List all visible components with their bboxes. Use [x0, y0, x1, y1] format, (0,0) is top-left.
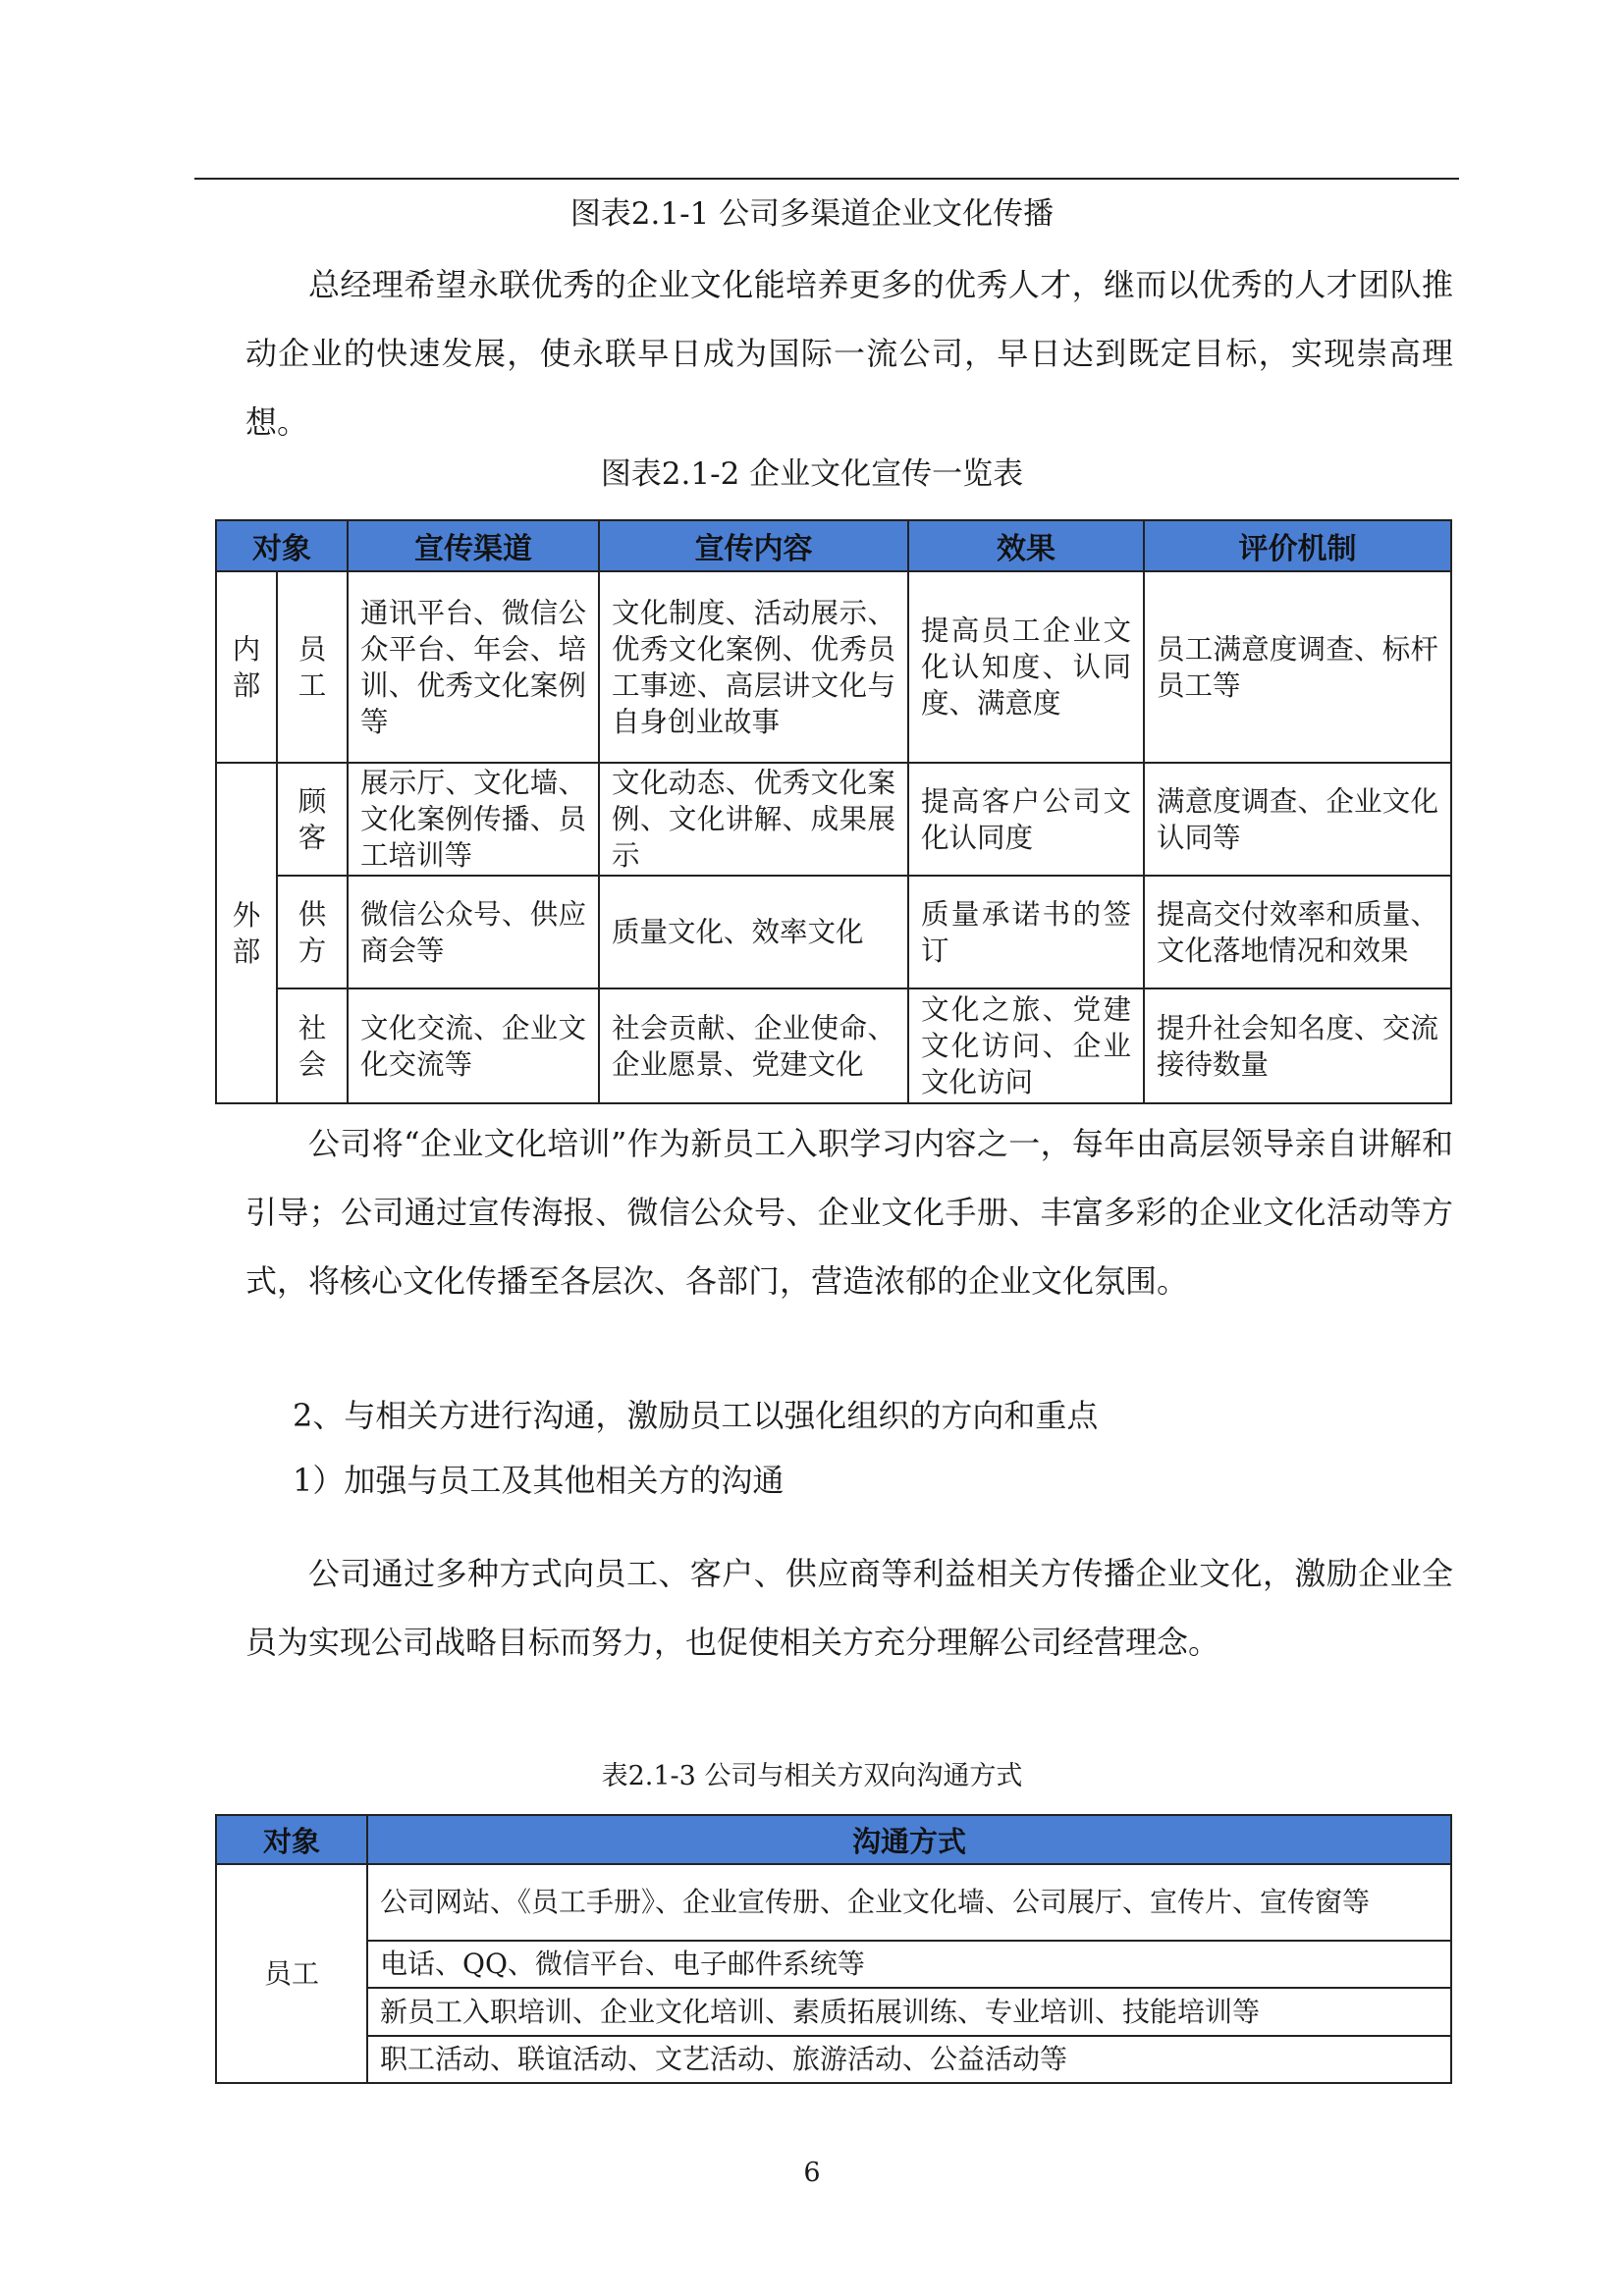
table-caption-2-1-3: 表2.1-3 公司与相关方双向沟通方式: [601, 1761, 1023, 1791]
row-object-employee: 员工: [216, 1864, 367, 2083]
row-channel: 微信公众号、供应商会等: [348, 876, 599, 988]
row-channel: 文化交流、企业文化交流等: [348, 988, 599, 1103]
subsection-heading-1: 1）加强与员工及其他相关方的沟通: [293, 1462, 785, 1499]
table-row: [216, 763, 1451, 876]
table-header-row: [216, 1815, 1451, 1864]
row-method: 电话、QQ、微信平台、电子邮件系统等: [367, 1941, 1451, 1988]
row-object: 员工: [277, 571, 348, 763]
row-method: 公司网站、《员工手册》、企业宣传册、企业文化墙、公司展厅、宣传片、宣传窗等: [367, 1864, 1451, 1941]
row-evaluation: 满意度调查、企业文化认同等: [1144, 763, 1451, 876]
row-effect: 质量承诺书的签订: [908, 876, 1144, 988]
row-object: 顾客: [277, 763, 348, 876]
table-row: [216, 1988, 1451, 2036]
row-effect: 提高员工企业文化认知度、认同度、满意度: [908, 571, 1144, 763]
page-number: 6: [803, 2158, 821, 2188]
row-effect: 提高客户公司文化认同度: [908, 763, 1144, 876]
header-rule: [194, 178, 1459, 180]
section-heading-2: 2、与相关方进行沟通，激励员工以强化组织的方向和重点: [293, 1397, 1099, 1434]
row-content: 质量文化、效率文化: [599, 876, 908, 988]
table-row: [216, 988, 1451, 1103]
row-effect: 文化之旅、党建文化访问、企业文化访问: [908, 988, 1144, 1103]
header-content: 宣传内容: [599, 520, 908, 571]
row-method: 新员工入职培训、企业文化培训、素质拓展训练、专业培训、技能培训等: [367, 1988, 1451, 2036]
row-channel: 通讯平台、微信公众平台、年会、培训、优秀文化案例等: [348, 571, 599, 763]
communication-methods-table: [215, 1814, 1452, 2084]
table-row: [216, 876, 1451, 988]
row-evaluation: 提升社会知名度、交流接待数量: [1144, 988, 1451, 1103]
table-row: [216, 2036, 1451, 2083]
header-evaluation: 评价机制: [1144, 520, 1451, 571]
culture-promotion-table: [215, 519, 1452, 1104]
row-object: 供方: [277, 876, 348, 988]
paragraph-culture-vision: 总经理希望永联优秀的企业文化能培养更多的优秀人才，继而以优秀的人才团队推动企业的快速发展，使永联早日成为国际一流公司，早日达到既定目标，实现崇高理想。: [245, 266, 1453, 441]
row-content: 社会贡献、企业使命、企业愿景、党建文化: [599, 988, 908, 1103]
figure-caption-2-1-1: 图表2.1-1 公司多渠道企业文化传播: [569, 196, 1055, 232]
table-row: [216, 571, 1451, 763]
row-evaluation: 提高交付效率和质量、文化落地情况和效果: [1144, 876, 1451, 988]
row-method: 职工活动、联谊活动、文艺活动、旅游活动、公益活动等: [367, 2036, 1451, 2083]
header-object: 对象: [216, 1815, 367, 1864]
header-channel: 宣传渠道: [348, 520, 599, 571]
table-header-row: [216, 520, 1451, 571]
table-caption-2-1-2: 图表2.1-2 企业文化宣传一览表: [600, 456, 1024, 492]
group-internal: 内部: [216, 571, 277, 763]
row-evaluation: 员工满意度调查、标杆员工等: [1144, 571, 1451, 763]
header-method: 沟通方式: [367, 1815, 1451, 1864]
table-row: [216, 1941, 1451, 1988]
group-external: 外部: [216, 763, 277, 1103]
row-content: 文化制度、活动展示、优秀文化案例、优秀员工事迹、高层讲文化与自身创业故事: [599, 571, 908, 763]
row-content: 文化动态、优秀文化案例、文化讲解、成果展示: [599, 763, 908, 876]
row-channel: 展示厅、文化墙、文化案例传播、员工培训等: [348, 763, 599, 876]
paragraph-stakeholder-communication: 公司通过多种方式向员工、客户、供应商等利益相关方传播企业文化，激励企业全员为实现公司战略目标而努力，也促使相关方充分理解公司经营理念。: [245, 1555, 1453, 1661]
header-object: 对象: [216, 520, 348, 571]
table-row: [216, 1864, 1451, 1941]
row-object: 社会: [277, 988, 348, 1103]
paragraph-culture-training: 公司将“企业文化培训”作为新员工入职学习内容之一，每年由高层领导亲自讲解和引导；公司通过宣传海报、微信公众号、企业文化手册、丰富多彩的企业文化活动等方式，将核心文化传播至各层次、各部门，营造浓郁的企业文化氛围。: [245, 1125, 1453, 1300]
header-effect: 效果: [908, 520, 1144, 571]
